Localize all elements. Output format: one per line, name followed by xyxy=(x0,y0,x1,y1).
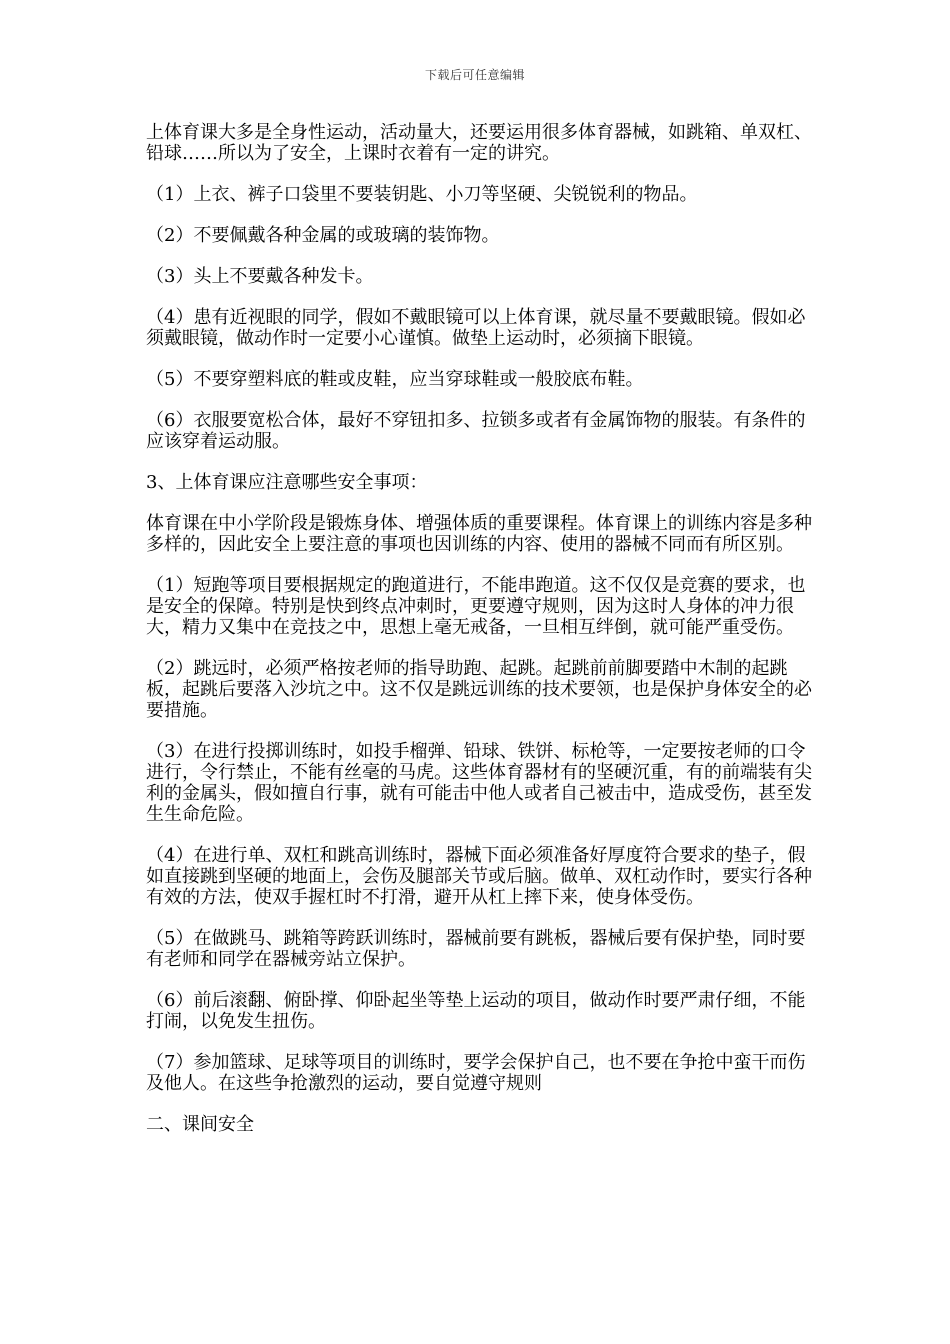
paragraph-intro: 上体育课大多是全身性运动，活动量大，还要运用很多体育器械，如跳箱、单双杠、铅球……所以为了安全，上课时衣着有一定的讲究。 xyxy=(146,122,812,164)
paragraph-safety-1: （1）短跑等项目要根据规定的跑道进行，不能串跑道。这不仅仅是竞赛的要求，也是安全的保障。特别是快到终点冲刺时，更要遵守规则，因为这时人身体的冲力很大，精力又集中在竞技之中，思想上毫无戒备，一旦相互绊倒，就可能严重受伤。 xyxy=(146,575,806,638)
paragraph-section-intro: 体育课在中小学阶段是锻炼身体、增强体质的重要课程。体育课上的训练内容是多种多样的，因此安全上要注意的事项也因训练的内容、使用的器械不同而有所区别。 xyxy=(146,513,812,555)
paragraph-item-5: （5）不要穿塑料底的鞋或皮鞋，应当穿球鞋或一般胶底布鞋。 xyxy=(146,369,644,390)
document-body xyxy=(146,122,818,1155)
paragraph-safety-3: （3）在进行投掷训练时，如投手榴弹、铅球、铁饼、标枪等，一定要按老师的口令进行，令行禁止，不能有丝毫的马虎。这些体育器材有的坚硬沉重，有的前端装有尖利的金属头，假如擅自行事，就有可能击中他人或者自己被击中，造成受伤，甚至发生生命危险。 xyxy=(146,741,812,825)
section-heading-3: 3、上体育课应注意哪些安全事项： xyxy=(146,472,428,493)
paragraph-item-2: （2）不要佩戴各种金属的或玻璃的装饰物。 xyxy=(146,225,500,246)
paragraph-item-6: （6）衣服要宽松合体，最好不穿钮扣多、拉锁多或者有金属饰物的服装。有条件的应该穿着运动服。 xyxy=(146,410,806,452)
paragraph-safety-4: （4）在进行单、双杠和跳高训练时，器械下面必须准备好厚度符合要求的垫子，假如直接跳到坚硬的地面上，会伤及腿部关节或后脑。做单、双杠动作时，要实行各种有效的方法，使双手握杠时不打滑，避开从杠上摔下来，使身体受伤。 xyxy=(146,845,812,908)
paragraph-item-3: （3）头上不要戴各种发卡。 xyxy=(146,266,374,287)
paragraph-safety-6: （6）前后滚翻、俯卧撑、仰卧起坐等垫上运动的项目，做动作时要严肃仔细，不能打闹，以免发生扭伤。 xyxy=(146,990,806,1032)
paragraph-item-4: （4）患有近视眼的同学，假如不戴眼镜可以上体育课，就尽量不要戴眼镜。假如必须戴眼镜，做动作时一定要小心谨慎。做垫上运动时，必须摘下眼镜。 xyxy=(146,307,806,349)
paragraph-safety-7: （7）参加篮球、足球等项目的训练时，要学会保护自己，也不要在争抢中蛮干而伤及他人。在这些争抢激烈的运动，要自觉遵守规则 xyxy=(146,1052,806,1094)
section-heading-break-safety: 二、课间安全 xyxy=(146,1114,254,1135)
paragraph-safety-5: （5）在做跳马、跳箱等跨跃训练时，器械前要有跳板，器械后要有保护垫，同时要有老师和同学在器械旁站立保护。 xyxy=(146,928,806,970)
page-header: 下载后可任意编辑 xyxy=(424,68,525,82)
paragraph-item-1: （1）上衣、裤子口袋里不要装钥匙、小刀等坚硬、尖锐锐利的物品。 xyxy=(146,184,698,205)
paragraph-safety-2: （2）跳远时，必须严格按老师的指导助跑、起跳。起跳前前脚要踏中木制的起跳板，起跳后要落入沙坑之中。这不仅是跳远训练的技术要领，也是保护身体安全的必要措施。 xyxy=(146,658,812,721)
